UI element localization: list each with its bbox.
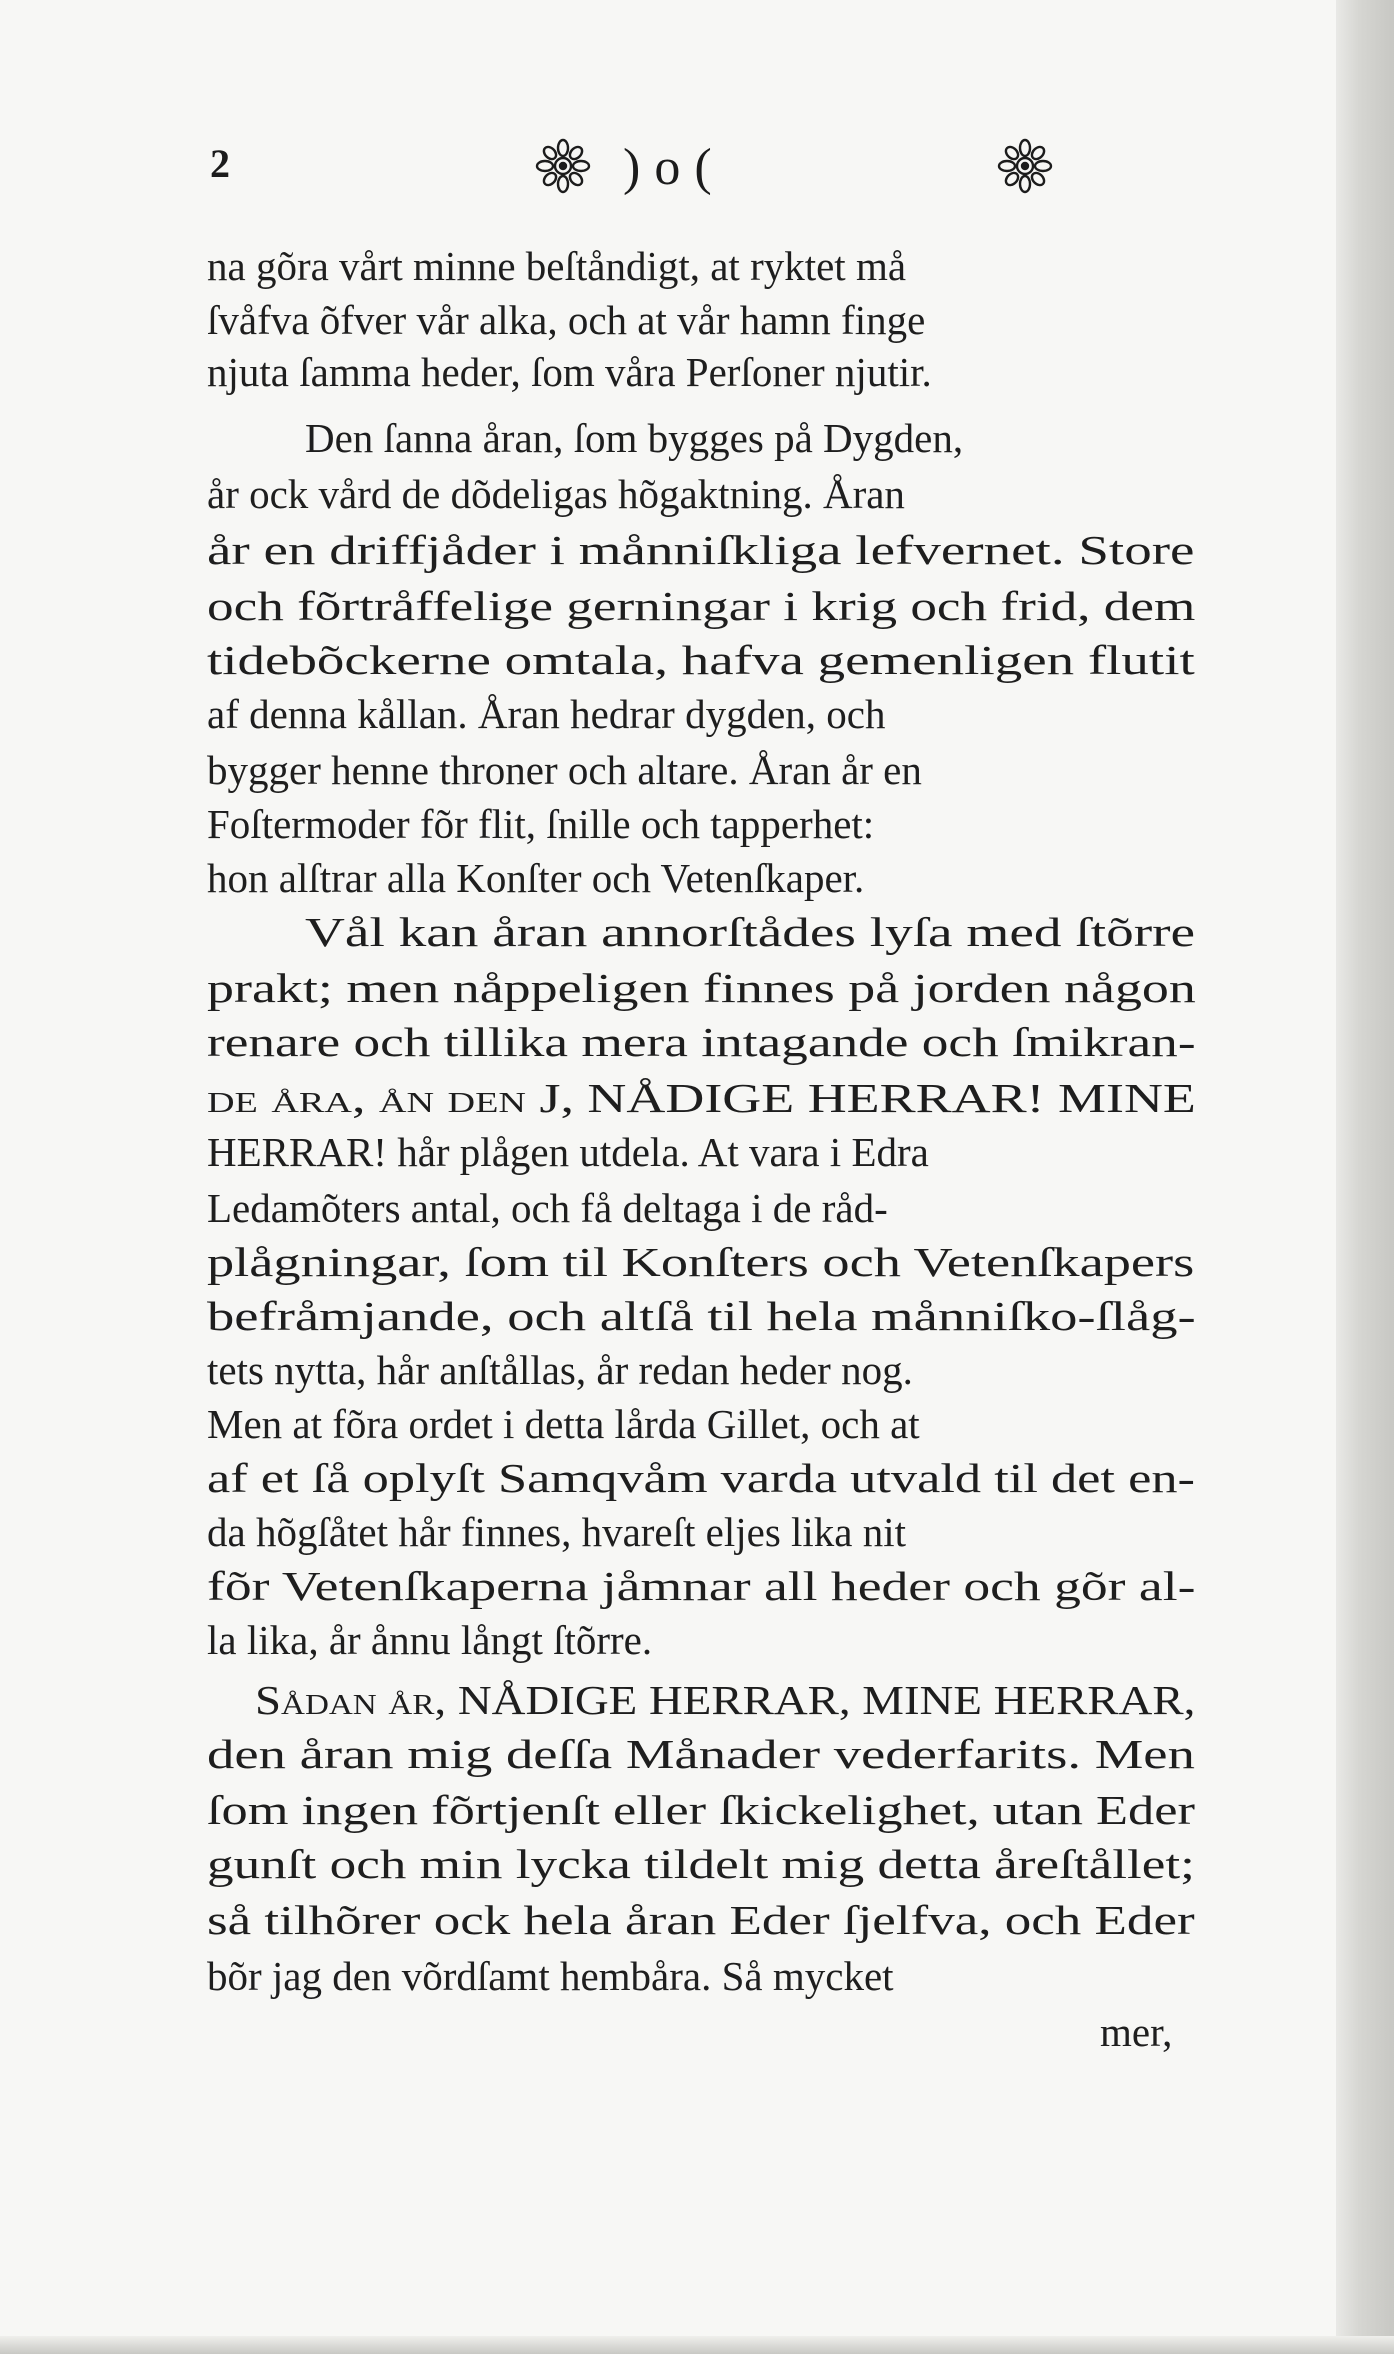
page-number: 2 bbox=[210, 141, 230, 186]
text-line: af denna kållan. Åran hedrar dygden, och bbox=[207, 691, 886, 737]
text-line: Men at fõra ordet i detta lårda Gillet, och at bbox=[207, 1401, 920, 1447]
text-line: bõr jag den võrdſamt hembåra. Så mycket bbox=[207, 1953, 894, 1999]
text-line: den åran mig deſſa Månader vederfarits. Men bbox=[207, 1731, 1195, 1777]
text-line: la lika, år ånnu långt ſtõrre. bbox=[207, 1617, 653, 1663]
text-line: hon alſtrar alla Konſter och Vetenſkaper. bbox=[207, 855, 865, 901]
text-line: HERRAR! hår plågen utdela. At vara i Edra bbox=[207, 1129, 929, 1175]
text-line: bygger henne throner och altare. Åran år en bbox=[207, 747, 922, 793]
text-line: år en driffjåder i månniſkliga lefvernet. Store bbox=[207, 527, 1195, 573]
text-line: njuta ſamma heder, ſom våra Perſoner njutir. bbox=[207, 349, 932, 395]
text-line: befråmjande, och altſå til hela månniſko-ſlåg- bbox=[207, 1293, 1196, 1339]
text-line: de åra, ån den J, NÅDIGE HERRAR! MINE bbox=[207, 1075, 1196, 1121]
text-line: af et ſå oplyſt Samqvåm varda utvald til det en- bbox=[207, 1455, 1195, 1501]
text-line: Den ſanna åran, ſom bygges på Dygden, bbox=[305, 415, 964, 461]
text-line: Sådan år, NÅDIGE HERRAR, MINE HERRAR, bbox=[255, 1677, 1196, 1723]
text-line: da hõgſåtet hår finnes, hvareſt eljes lika nit bbox=[207, 1509, 907, 1555]
text-line: ſom ingen fõrtjenſt eller ſkickelighet, utan Eder bbox=[207, 1787, 1195, 1833]
text-line: gunſt och min lycka tildelt mig detta åreſtållet; bbox=[207, 1841, 1195, 1887]
text-line: så tilhõrer ock hela åran Eder ſjelfva, och Eder bbox=[207, 1897, 1195, 1943]
text-line: renare och tillika mera intagande och ſmikran- bbox=[207, 1019, 1196, 1065]
text-line: år ock vård de dõdeligas hõgaktning. Åran bbox=[207, 471, 905, 517]
text-line: Vål kan åran annorſtådes lyſa med ſtõrre bbox=[305, 909, 1196, 955]
text-line: tidebõckerne omtala, hafva gemenligen flutit bbox=[207, 637, 1195, 683]
text-line: Foſtermoder fõr flit, ſnille och tapperhet: bbox=[207, 801, 875, 847]
text-line: ſvåfva õfver vår alka, och at vår hamn finge bbox=[207, 297, 926, 343]
catchword: mer, bbox=[1100, 2009, 1173, 2055]
header-mark: )o( bbox=[623, 139, 726, 196]
text-line: tets nytta, hår anſtållas, år redan heder nog. bbox=[207, 1347, 913, 1393]
text-line: plågningar, ſom til Konſters och Vetenſkapers bbox=[207, 1239, 1195, 1285]
text-line: na gõra vårt minne beſtåndigt, at ryktet må bbox=[207, 243, 907, 289]
text-line: och fõrtråffelige gerningar i krig och frid, dem bbox=[207, 583, 1196, 629]
text-line: fõr Vetenſkaperna jåmnar all heder och gõr al- bbox=[207, 1563, 1196, 1609]
text-line: Ledamõters antal, och få deltaga i de råd- bbox=[207, 1185, 888, 1231]
text-line: prakt; men nåppeligen finnes på jorden någon bbox=[207, 965, 1196, 1011]
